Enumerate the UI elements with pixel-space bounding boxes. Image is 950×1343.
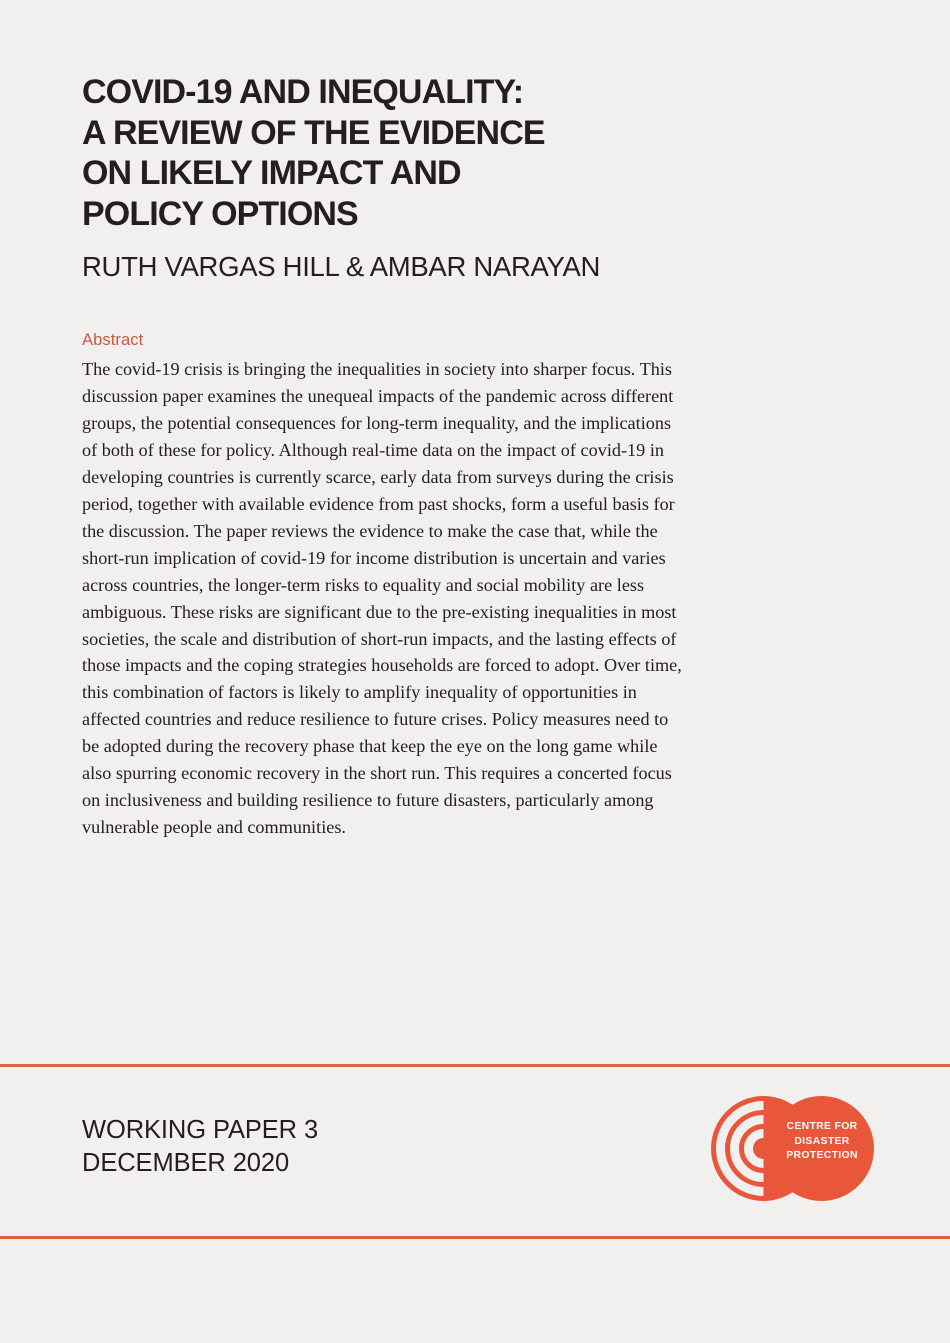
abstract-heading: Abstract [82,331,144,349]
footer-top-divider [0,1064,950,1067]
logo-text-line-3: PROTECTION [786,1150,858,1162]
abstract-body: The covid-19 crisis is bringing the inequalities in society into sharper focus. This discussion paper examines the unequeal impacts of the pandemic across different groups, the potential consequences for long-term inequality, and the implications of both of these for policy. Although real-time data on the impact of covid-19 in developing countries is currently scarce, early data from surveys during the crisis period, together with available evidence from past shocks, form a useful basis for the discussion. The paper reviews the evidence to make the case that, while the short-run implication of covid-19 for income distribution is uncertain and varies across countries, the longer-term risks to equality and social mobility are less ambiguous. These risks are significant due to the pre-existing inequalities in most societies, the scale and distribution of short-run impacts, and the lasting effects of those impacts and the coping strategies households are forced to adopt. Over time, this combination of factors is likely to amplify inequality of opportunities in affected countries and reduce resilience to future crises. Policy measures need to be adopted during the recovery phase that keep the eye on the long game while also spurring economic recovery in the short run. This requires a concerted focus on inclusiveness and building resilience to future disasters, particularly among vulnerable people and communities. [82,359,682,838]
footer-bottom-divider [0,1236,950,1239]
working-paper-number: WORKING PAPER 3 [82,1116,319,1144]
title-line-2: A REVIEW OF THE EVIDENCE [82,113,545,152]
publication-date: DECEMBER 2020 [82,1149,290,1177]
logo-text-line-1: CENTRE FOR [786,1121,858,1132]
centre-for-disaster-protection-logo [711,1096,874,1201]
title-line-3: ON LIKELY IMPACT AND [82,154,461,192]
cover-header [82,72,702,283]
page-title [82,72,702,234]
abstract-section [82,330,686,841]
title-line-1: COVID-19 AND INEQUALITY: [82,73,524,111]
authors-line: RUTH VARGAS HILL & AMBAR NARAYAN [82,251,601,282]
logo-center-dot-icon [760,1145,768,1153]
title-line-4: POLICY OPTIONS [82,194,358,233]
logo-text-line-2: DISASTER [794,1135,850,1147]
logo-mark-icon [711,1096,874,1201]
footer-meta [82,1114,318,1180]
